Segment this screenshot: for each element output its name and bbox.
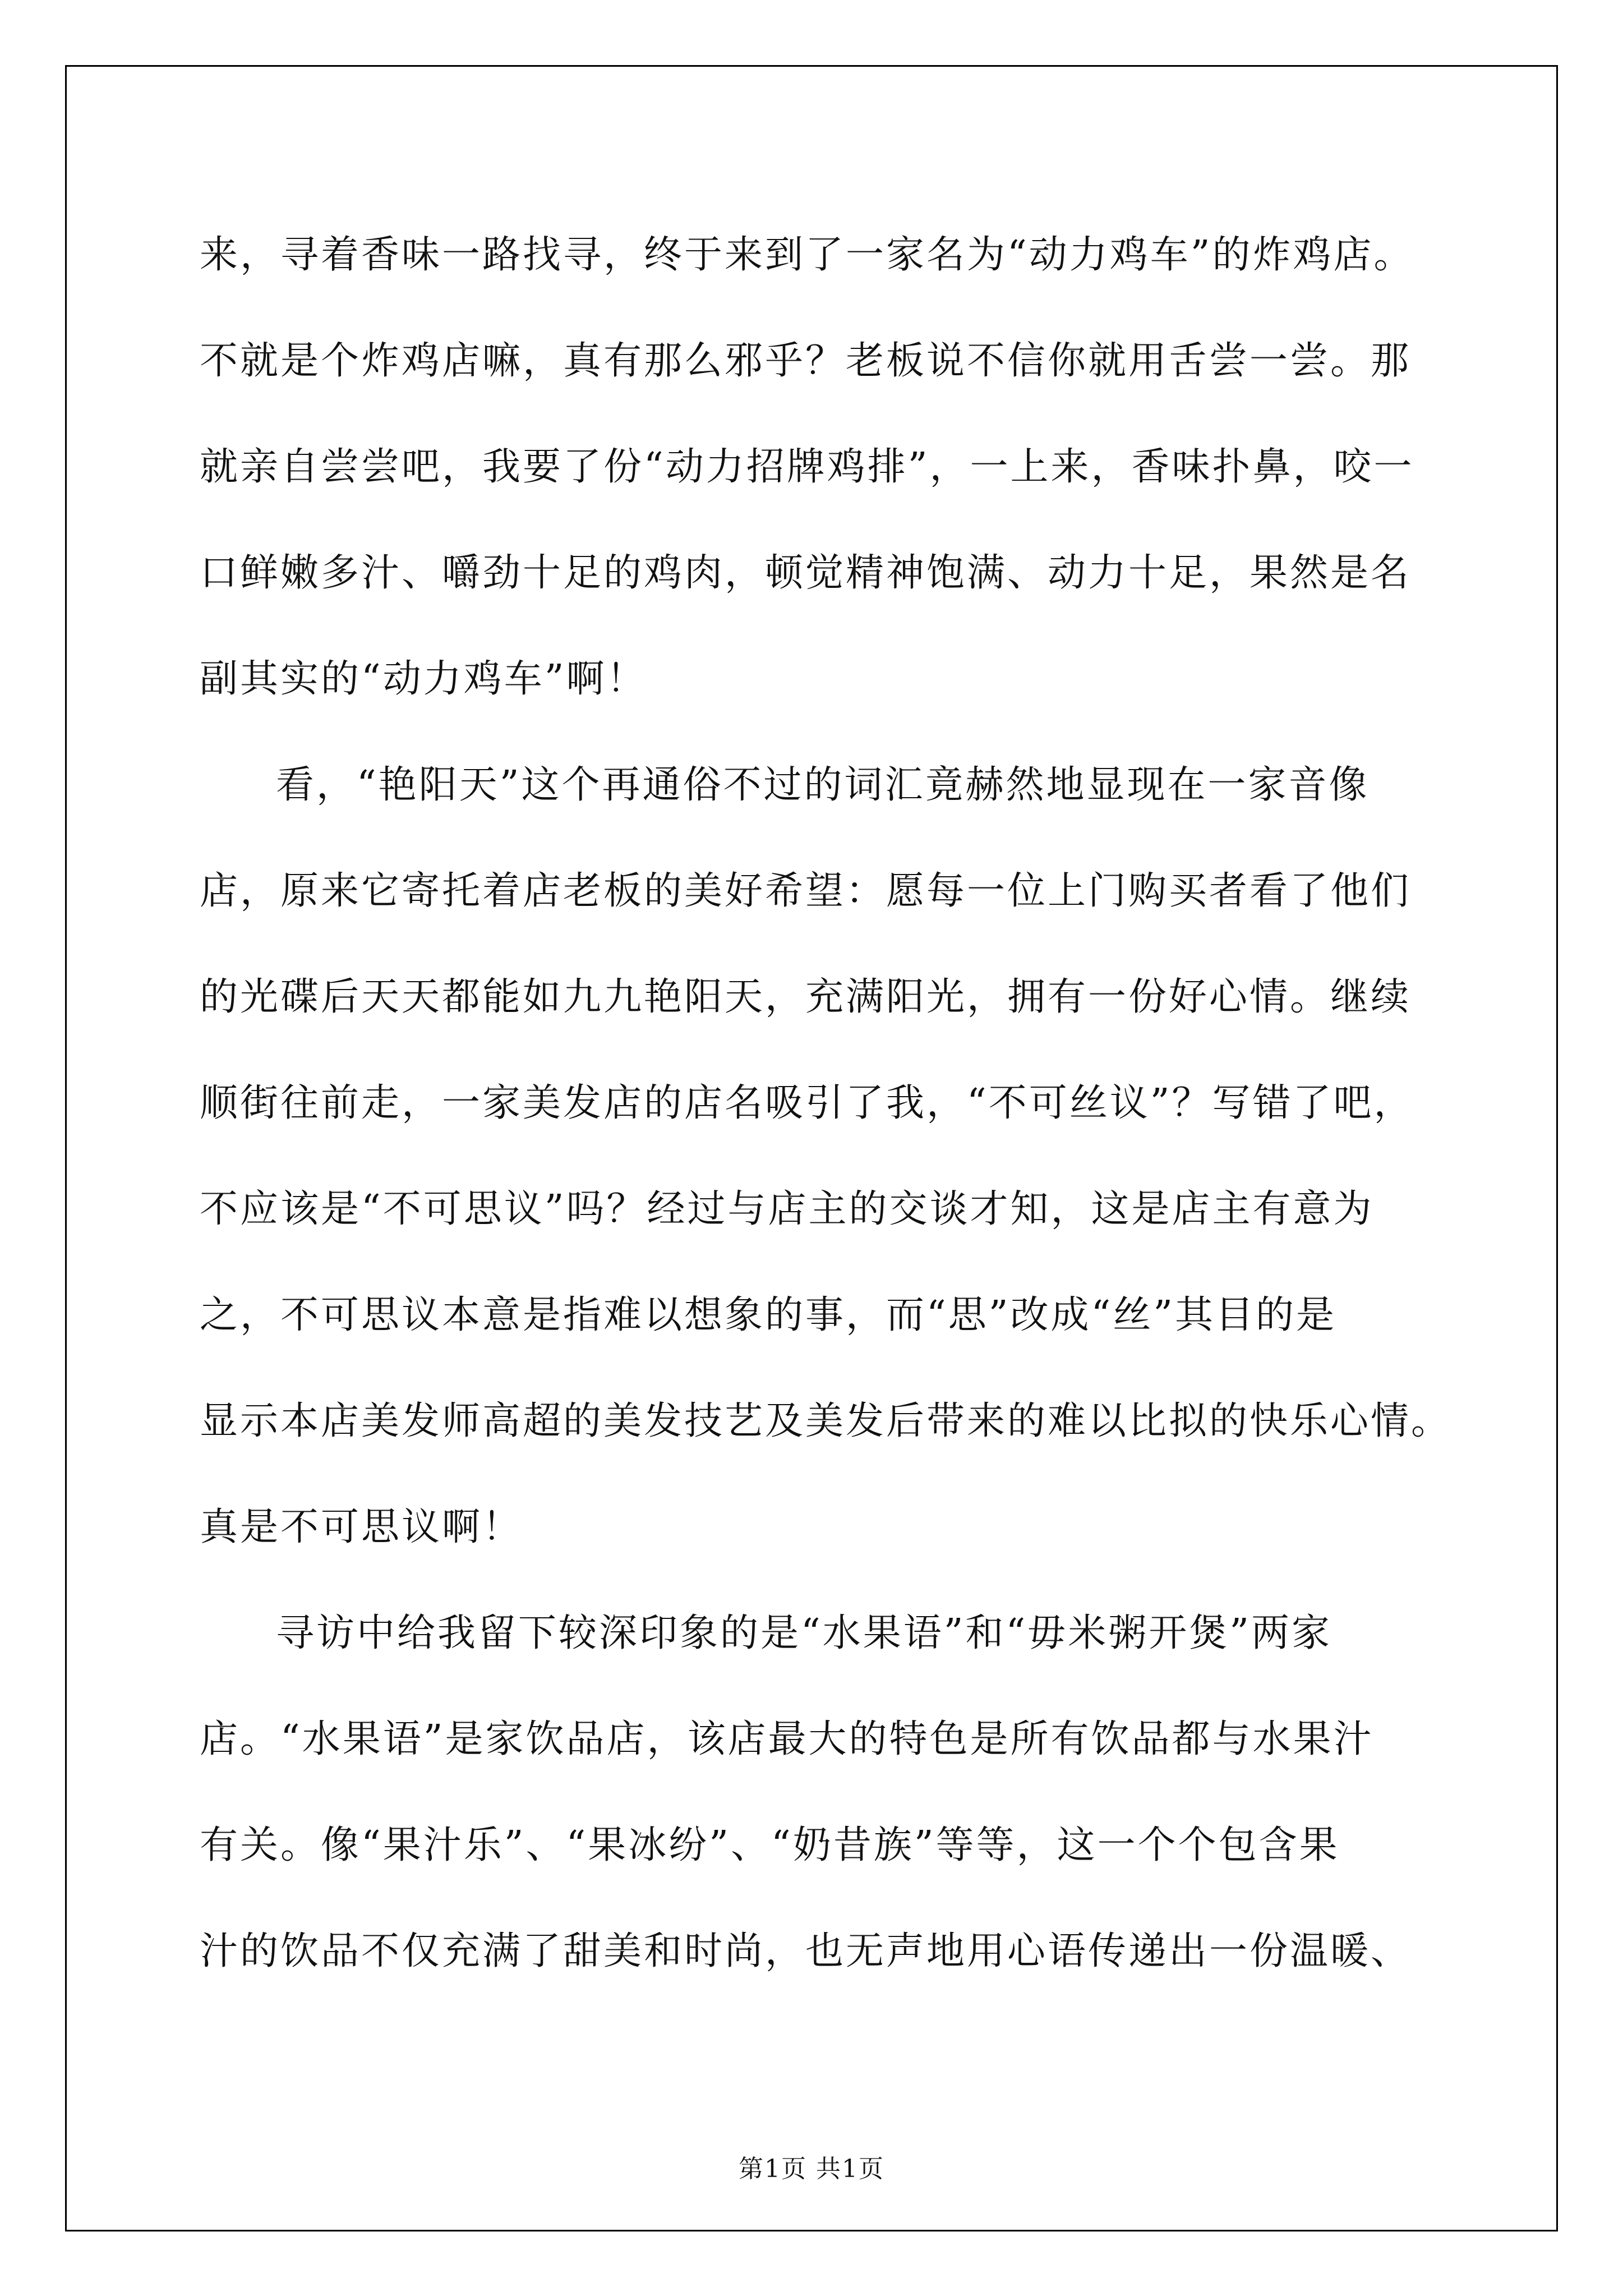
paragraph-first-line: 看，“艳阳天”这个再通俗不过的词汇竟赫然地显现在一家音像 xyxy=(276,763,1370,807)
text-line: 显示本店美发师高超的美发技艺及美发后带来的难以比拟的快乐心情。 xyxy=(200,1399,1452,1443)
page-number: 第1页 共1页 xyxy=(739,2155,884,2183)
text-line: 真是不可思议啊！ xyxy=(200,1505,523,1549)
text-line: 之，不可思议本意是指难以想象的事，而“思”改成“丝”其目的是 xyxy=(200,1293,1337,1337)
text-line: 的光碟后天天都能如九九艳阳天，充满阳光，拥有一份好心情。继续 xyxy=(200,975,1412,1019)
text-line: 店，原来它寄托着店老板的美好希望：愿每一位上门购买者看了他们 xyxy=(200,869,1412,913)
text-line: 顺街往前走，一家美发店的店名吸引了我，“不可丝议”？写错了吧， xyxy=(200,1081,1414,1125)
text-line: 口鲜嫩多汁、嚼劲十足的鸡肉，顿觉精神饱满、动力十足，果然是名 xyxy=(200,551,1412,595)
text-line: 有关。像“果汁乐”、“果冰纷”、“奶昔族”等等，这一个个包含果 xyxy=(200,1823,1340,1867)
page-footer xyxy=(0,2148,1623,2184)
text-line: 不就是个炸鸡店嘛，真有那么邪乎？老板说不信你就用舌尝一尝。那 xyxy=(200,339,1412,383)
text-line: 来，寻着香味一路找寻，终于来到了一家名为“动力鸡车”的炸鸡店。 xyxy=(200,233,1414,277)
text-line: 汁的饮品不仅充满了甜美和时尚，也无声地用心语传递出一份温暖、 xyxy=(200,1929,1412,1973)
document-body xyxy=(200,202,1450,2004)
text-line: 店。“水果语”是家饮品店，该店最大的特色是所有饮品都与水果汁 xyxy=(200,1717,1374,1761)
paragraph-first-line: 寻访中给我留下较深印象的是“水果语”和“毋米粥开煲”两家 xyxy=(276,1611,1332,1655)
text-line: 不应该是“不可思议”吗？经过与店主的交谈才知，这是店主有意为 xyxy=(200,1187,1374,1231)
text-line: 就亲自尝尝吧，我要了份“动力招牌鸡排”，一上来，香味扑鼻，咬一 xyxy=(200,445,1414,489)
text-line: 副其实的“动力鸡车”啊！ xyxy=(200,657,647,701)
